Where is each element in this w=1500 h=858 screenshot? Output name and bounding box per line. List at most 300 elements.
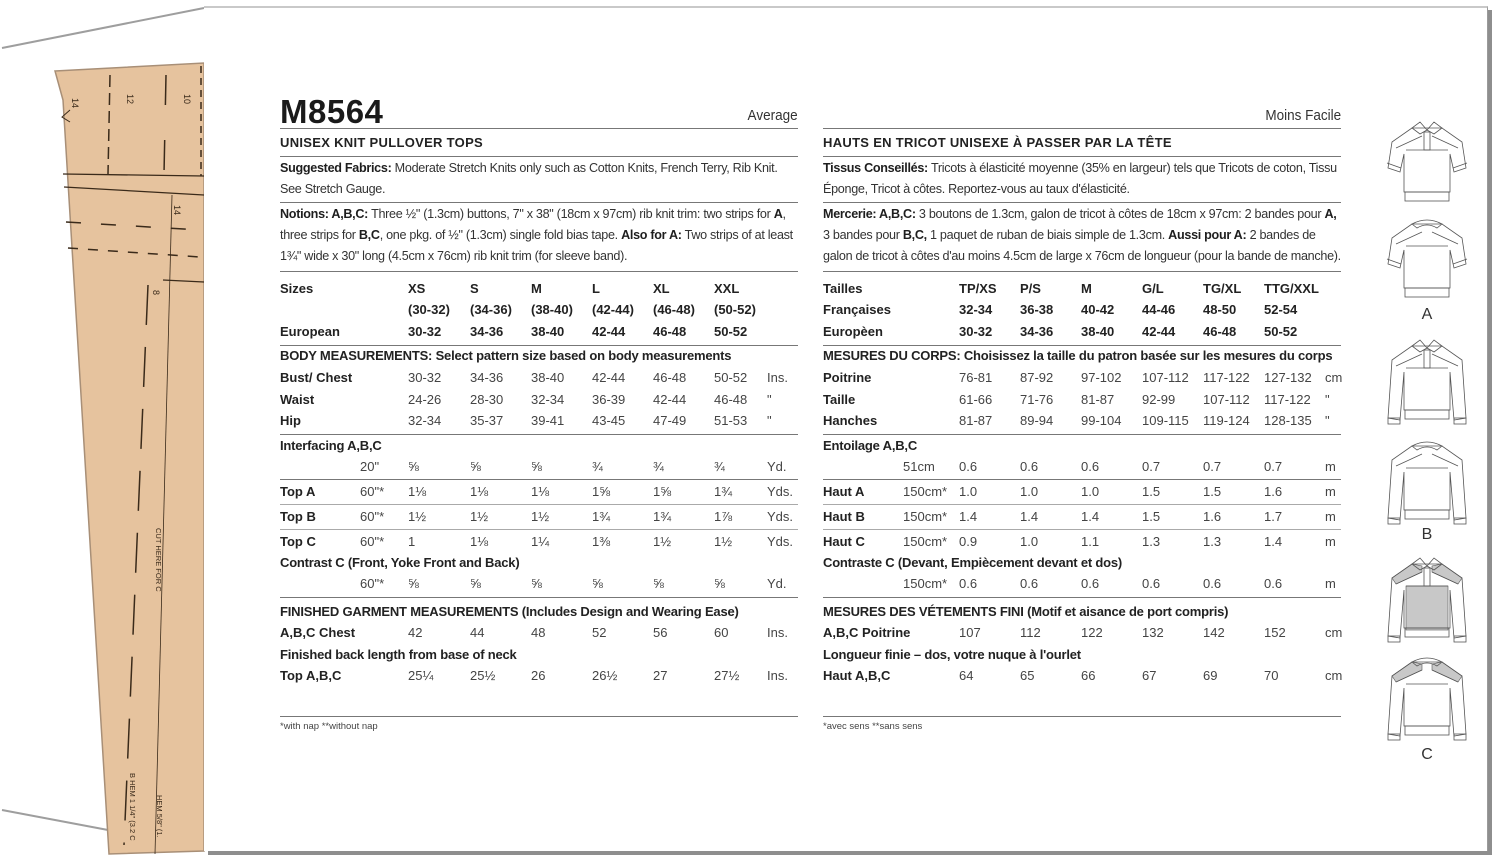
size-value: 26 <box>531 668 546 683</box>
contrast-heading: Contraste C (Devant, Empiècement devant et dos) <box>823 555 1123 570</box>
notions-text: 2 bandes de galon de tricot à côtes d'au moins 4.5cm de large x 76cm de longueur (pour la bande de manche). <box>823 228 1341 263</box>
fabric-width: 20" <box>360 459 380 474</box>
size-value: 46-48 <box>653 324 687 339</box>
size-value: 46-48 <box>714 391 748 407</box>
size-value: L <box>592 281 600 296</box>
notions-view: A <box>773 207 783 221</box>
notions-label: Notions: A,B,C: <box>280 207 369 221</box>
size-value: 1.5 <box>1203 484 1222 499</box>
chest-row <box>823 625 1341 645</box>
size-value: 38-40 <box>531 370 565 385</box>
size-value: 1¾ <box>653 509 672 524</box>
size-value: 34-36 <box>470 370 504 385</box>
back-length-heading: Finished back length from base of neck <box>280 647 517 662</box>
size-value: S <box>470 281 479 296</box>
divider <box>280 434 798 435</box>
size-value: XS <box>408 281 426 296</box>
divider <box>280 271 798 272</box>
size-mark-8: 8 <box>151 290 161 296</box>
unit: " <box>767 391 772 407</box>
size-value: ⅝ <box>408 576 419 591</box>
size-value: 1.0 <box>1020 484 1039 499</box>
notions-also-label: Also for A: <box>621 228 682 242</box>
size-ranges-row <box>280 302 798 322</box>
size-value: 50-52 <box>1264 324 1298 339</box>
unit: Ins. <box>767 668 788 683</box>
divider <box>280 479 798 480</box>
fabrics-label: Tissus Conseillés: <box>823 161 928 175</box>
fabrics-label: Suggested Fabrics: <box>280 161 392 175</box>
size-value: 1⅝ <box>592 484 611 499</box>
contrast-row <box>823 576 1341 596</box>
cut-here-label: CUT HERE FOR C <box>154 528 163 592</box>
size-value: 43-45 <box>592 413 626 428</box>
notions-view: A, <box>1324 207 1337 221</box>
size-value: 0.6 <box>1203 576 1222 591</box>
size-value: 1.0 <box>1081 484 1100 499</box>
size-value: 0.7 <box>1203 459 1222 474</box>
size-value: TG/XL <box>1203 281 1242 296</box>
size-value: 122 <box>1081 625 1103 640</box>
size-value: 1⅝ <box>653 484 672 499</box>
size-value: 60 <box>714 625 729 640</box>
unit: m <box>1325 459 1336 474</box>
row-label: Poitrine <box>823 370 872 385</box>
size-value: 71-76 <box>1020 391 1054 407</box>
notions-text: Three ½" (1.3cm) buttons, 7" x 38" (18cm x 97cm) rib knit trim: two strips for <box>371 207 774 221</box>
row-label: Top A <box>280 484 316 499</box>
size-value: 65 <box>1020 668 1035 683</box>
size-value: 56 <box>653 625 668 640</box>
size-value: 50-52 <box>714 370 748 385</box>
size-value: 1¼ <box>531 534 550 549</box>
size-value: 1.0 <box>1020 534 1039 549</box>
size-value: 107-112 <box>1142 370 1189 385</box>
size-value: 70 <box>1264 668 1279 683</box>
body-measurement-row <box>823 392 1341 412</box>
fabric-width: 150cm* <box>903 576 948 591</box>
size-value: 26½ <box>592 668 618 683</box>
yardage-row <box>823 509 1341 529</box>
yardage-row <box>823 484 1341 504</box>
size-value: 1.4 <box>1081 509 1100 524</box>
divider <box>280 156 798 157</box>
row-label: Hanches <box>823 413 878 428</box>
size-value: 89-94 <box>1020 413 1054 428</box>
fabrics-text: Moderate Stretch Knits only such as Cotton Knits, French Terry, Rib Knit. See Stretch Gauge. <box>280 161 778 196</box>
notions-text: 3 bandes pour <box>823 228 903 242</box>
size-value: (30-32) <box>408 302 450 317</box>
size-value: 76-81 <box>959 370 993 385</box>
view-label: B <box>1421 526 1433 543</box>
unit: Ins. <box>767 370 788 385</box>
size-value: TTG/XXL <box>1264 281 1319 296</box>
size-value: ⅝ <box>592 576 603 591</box>
pattern-code: M8564 <box>280 93 384 130</box>
size-value: (42-44) <box>592 302 634 317</box>
size-value: 42-44 <box>653 391 687 407</box>
divider <box>823 271 1341 272</box>
size-value: 42-44 <box>592 324 626 339</box>
size-value: 0.6 <box>959 459 978 474</box>
size-value: 1 <box>408 534 416 549</box>
envelope-sheet <box>204 6 1488 851</box>
body-measurements-heading: BODY MEASUREMENTS: Select pattern size based on body measurements <box>280 348 732 363</box>
unit: Ins. <box>767 625 788 640</box>
size-value: P/S <box>1020 281 1041 296</box>
size-value: 35-37 <box>470 413 504 428</box>
divider <box>280 128 798 129</box>
notions <box>823 204 1341 267</box>
garment-title: UNISEX KNIT PULLOVER TOPS <box>280 135 484 150</box>
row-label: Françaises <box>823 302 891 317</box>
size-value: 25¼ <box>408 668 434 683</box>
divider <box>823 434 1341 435</box>
unit: Yds. <box>767 509 794 524</box>
size-value: ⅝ <box>714 576 725 591</box>
size-value: 1⅞ <box>714 509 733 524</box>
size-value: 50-52 <box>714 324 748 339</box>
notions-text: , one pkg. of ½" (1.3cm) single fold bias tape. <box>379 228 622 242</box>
notions-also-label: Aussi pour A: <box>1168 228 1247 242</box>
size-value: 132 <box>1142 625 1164 640</box>
size-value: 81-87 <box>1081 391 1115 407</box>
contrast-row <box>280 576 798 596</box>
divider <box>280 716 798 717</box>
divider <box>280 345 798 346</box>
body-measurement-row <box>823 413 1341 433</box>
notions-view: B,C <box>358 228 380 242</box>
unit: Yd. <box>767 459 787 474</box>
size-value: 0.6 <box>1081 459 1100 474</box>
size-value: 30-32 <box>408 370 442 385</box>
size-value: 30-32 <box>959 324 993 339</box>
size-value: 52 <box>592 625 607 640</box>
size-value: 1½ <box>408 509 427 524</box>
interfacing-heading: Interfacing A,B,C <box>280 438 382 453</box>
body-measurement-row <box>280 392 798 412</box>
view-label: A <box>1421 306 1433 323</box>
size-value: ⅝ <box>531 576 542 591</box>
row-label: A,B,C Chest <box>280 625 356 640</box>
unit: cm <box>1325 668 1343 683</box>
size-value: 1¾ <box>714 484 733 499</box>
size-value: 1.6 <box>1264 484 1283 499</box>
footnote: *with nap **without nap <box>280 721 378 732</box>
size-value: 66 <box>1081 668 1096 683</box>
yardage-row <box>280 509 798 529</box>
row-label: Taille <box>823 391 856 407</box>
row-label: Haut B <box>823 509 865 524</box>
size-value: 81-87 <box>959 413 993 428</box>
size-value: 127-132 <box>1264 370 1312 385</box>
size-value: 1½ <box>531 509 550 524</box>
size-value: 30-32 <box>408 324 442 339</box>
size-value: 92-99 <box>1142 391 1176 407</box>
hem-label: HEM 5/8" (1. <box>155 795 164 838</box>
unit: m <box>1325 576 1336 591</box>
size-value: 0.6 <box>1020 459 1039 474</box>
size-value: 46-48 <box>1203 324 1237 339</box>
size-value: 1¾ <box>592 509 611 524</box>
size-value: ⅝ <box>408 459 419 474</box>
body-measurement-row <box>823 370 1341 390</box>
notions-view: B,C, <box>902 228 927 242</box>
divider <box>823 716 1341 717</box>
fabric-width: 60"* <box>360 576 385 591</box>
unit: Yds. <box>767 484 794 499</box>
yardage-row <box>823 534 1341 554</box>
size-mark-10: 10 <box>182 94 192 105</box>
size-value: 1⅛ <box>408 484 427 499</box>
size-value: 1⅜ <box>592 534 611 549</box>
unit: m <box>1325 484 1336 499</box>
size-value: 42 <box>408 625 423 640</box>
size-value: 32-34 <box>959 302 993 317</box>
size-value: 1⅛ <box>470 484 489 499</box>
size-value: 1⅛ <box>470 534 489 549</box>
size-value: 1.4 <box>959 509 978 524</box>
size-value: 40-42 <box>1081 302 1115 317</box>
size-value: 39-41 <box>531 413 565 428</box>
size-value: 36-39 <box>592 391 626 407</box>
size-value: XXL <box>714 281 740 296</box>
size-value: 1.5 <box>1142 509 1161 524</box>
row-label: Waist <box>280 391 315 407</box>
back-length-heading: Longueur finie – dos, votre nuque à l'ourlet <box>823 647 1081 662</box>
divider <box>823 529 1341 530</box>
size-value: 1.5 <box>1142 484 1161 499</box>
fabric-width: 150cm* <box>903 484 948 499</box>
size-value: 107 <box>959 625 981 640</box>
fabric-width: 51cm <box>903 459 935 474</box>
size-value: 1.1 <box>1081 534 1100 549</box>
divider <box>280 202 798 203</box>
size-value: 38-40 <box>1081 324 1115 339</box>
notions-text: , three strips for <box>280 207 786 242</box>
size-value: 52-54 <box>1264 302 1298 317</box>
shirt-back-sketch <box>1387 220 1467 297</box>
european-row <box>823 324 1341 344</box>
size-value: ⅝ <box>470 459 481 474</box>
size-value: M <box>531 281 542 296</box>
size-value: (50-52) <box>714 302 756 317</box>
divider <box>823 504 1341 505</box>
size-value: ⅝ <box>653 576 664 591</box>
notions-text: 1 paquet de ruban de biais simple de 1.3cm. <box>926 228 1169 242</box>
size-value: 1½ <box>653 534 672 549</box>
unit: Yd. <box>767 576 787 591</box>
row-label: Haut A <box>823 484 865 499</box>
unit: m <box>1325 509 1336 524</box>
size-value: 34-36 <box>1020 324 1054 339</box>
row-label: Europèen <box>823 324 883 339</box>
fabric-width: 150cm* <box>903 534 948 549</box>
size-value: 32-34 <box>531 391 565 407</box>
divider <box>823 202 1341 203</box>
size-value: 87-92 <box>1020 370 1054 385</box>
garment-title: HAUTS EN TRICOT UNISEXE À PASSER PAR LA TÊTE <box>823 135 1172 150</box>
size-value: 0.9 <box>959 534 978 549</box>
yardage-row <box>280 484 798 504</box>
size-value: 27 <box>653 668 668 683</box>
yardage-row <box>280 534 798 554</box>
row-label: Top A,B,C <box>280 668 342 683</box>
size-value: 117-122 <box>1203 370 1250 385</box>
row-label: Sizes <box>280 281 314 296</box>
body-measurements-heading: MESURES DU CORPS: Choisissez la taille du patron basée sur les mesures du corps <box>823 348 1333 363</box>
size-value: 32-34 <box>408 413 442 428</box>
row-label: Bust/ Chest <box>280 370 353 385</box>
size-value: 61-66 <box>959 391 993 407</box>
european-row <box>280 324 798 344</box>
size-value: (38-40) <box>531 302 573 317</box>
difficulty-level: Moins Facile <box>1265 107 1341 124</box>
size-value: 28-30 <box>470 391 504 407</box>
fabric-width: 60"* <box>360 534 385 549</box>
row-label: Top C <box>280 534 316 549</box>
size-value: G/L <box>1142 281 1164 296</box>
size-value: 112 <box>1020 625 1041 640</box>
footnote: *avec sens **sans sens <box>823 721 923 732</box>
size-value: 64 <box>959 668 974 683</box>
row-label: Hip <box>280 413 301 428</box>
unit: " <box>767 413 772 428</box>
size-value: 46-48 <box>653 370 687 385</box>
size-value: 1½ <box>470 509 489 524</box>
size-mark-14: 14 <box>70 98 80 109</box>
size-value: 1.7 <box>1264 509 1283 524</box>
size-value: 0.6 <box>1142 576 1161 591</box>
shirt-front-sketch <box>1388 340 1466 424</box>
size-value: 97-102 <box>1081 370 1122 385</box>
back-length-row <box>823 668 1341 688</box>
size-value: 0.6 <box>1081 576 1100 591</box>
view-label: C <box>1421 746 1433 763</box>
shirt-back-sketch <box>1388 442 1466 524</box>
unit: " <box>1325 413 1330 428</box>
row-label: Haut C <box>823 534 865 549</box>
size-value: ¾ <box>592 459 603 474</box>
size-value: M <box>1081 281 1092 296</box>
size-value: 1⅛ <box>531 484 550 499</box>
contrast-heading: Contrast C (Front, Yoke Front and Back) <box>280 555 520 570</box>
size-value: (46-48) <box>653 302 695 317</box>
size-value: 109-115 <box>1142 413 1189 428</box>
finished-measurements-heading: FINISHED GARMENT MEASUREMENTS (Includes Design and Wearing Ease) <box>280 604 739 619</box>
size-value: 0.7 <box>1264 459 1283 474</box>
divider <box>823 479 1341 480</box>
size-value: 24-26 <box>408 391 442 407</box>
size-value: ¾ <box>714 459 725 474</box>
notions-label: Mercerie: A,B,C: <box>823 207 916 221</box>
size-value: 48 <box>531 625 546 640</box>
size-value: 38-40 <box>531 324 565 339</box>
row-label: European <box>280 324 340 339</box>
size-value: ⅝ <box>470 576 481 591</box>
size-value: ¾ <box>653 459 664 474</box>
size-value: 44 <box>470 625 485 640</box>
notions-text: 3 boutons de 1.3cm, galon de tricot à côtes de 18cm x 97cm: 2 bandes pour <box>915 207 1325 221</box>
fabrics-text: Tricots à élasticité moyenne (35% en largeur) tels que Tricots de coton, Tissu Éponge, Tricot à côtes. Reportez-vous au taux d'élasticité. <box>823 161 1337 196</box>
size-value: TP/XS <box>959 281 997 296</box>
interfacing-heading: Entoilage A,B,C <box>823 438 918 453</box>
shirt-front-sketch <box>1388 558 1466 642</box>
size-value: 67 <box>1142 668 1157 683</box>
shirt-back-sketch <box>1388 658 1466 740</box>
suggested-fabrics <box>823 158 1341 200</box>
unit: m <box>1325 534 1336 549</box>
chest-row <box>280 625 798 645</box>
notions <box>280 204 798 267</box>
fabric-width: 60"* <box>360 509 385 524</box>
divider <box>280 504 798 505</box>
size-value: 34-36 <box>470 324 504 339</box>
size-value: 1.3 <box>1142 534 1161 549</box>
size-value: 0.6 <box>1264 576 1283 591</box>
unit: " <box>1325 391 1330 407</box>
sizes-row <box>280 281 798 301</box>
size-value: 107-112 <box>1203 391 1250 407</box>
size-value: 1.4 <box>1264 534 1283 549</box>
back-length-row <box>280 668 798 688</box>
unit: cm <box>1325 625 1343 640</box>
divider <box>823 345 1341 346</box>
size-value: (34-36) <box>470 302 512 317</box>
divider <box>280 597 798 598</box>
suggested-fabrics <box>280 158 798 200</box>
size-value: 119-124 <box>1203 413 1250 428</box>
size-value: 117-122 <box>1264 391 1311 407</box>
divider <box>823 597 1341 598</box>
size-value: 0.6 <box>1020 576 1039 591</box>
size-value: 36-38 <box>1020 302 1054 317</box>
shirt-front-sketch <box>1387 122 1467 201</box>
pattern-tissue-paper <box>0 0 210 858</box>
size-value: 1.3 <box>1203 534 1222 549</box>
divider <box>823 156 1341 157</box>
row-label: Haut A,B,C <box>823 668 891 683</box>
fabric-width: 60"* <box>360 484 385 499</box>
size-value: XL <box>653 281 670 296</box>
size-value: 1.6 <box>1203 509 1222 524</box>
unit: cm <box>1325 370 1343 385</box>
finished-measurements-heading: MESURES DES VÉTEMENTS FINI (Motif et aisance de port compris) <box>823 604 1229 619</box>
size-value: 51-53 <box>714 413 748 428</box>
size-value: 1.4 <box>1020 509 1039 524</box>
size-value: 48-50 <box>1203 302 1237 317</box>
b-hem-label: B HEM 1 1/4" (3.2 C <box>128 773 137 841</box>
size-value: 99-104 <box>1081 413 1122 428</box>
size-value: 1.0 <box>959 484 978 499</box>
size-mark-14b: 14 <box>172 205 182 216</box>
size-value: 128-135 <box>1264 413 1312 428</box>
size-value: 42-44 <box>592 370 626 385</box>
sizes-row <box>823 281 1341 301</box>
size-value: 1½ <box>714 534 733 549</box>
size-value: 69 <box>1203 668 1218 683</box>
unit: Yds. <box>767 534 794 549</box>
interfacing-row <box>280 459 798 479</box>
row-label: Tailles <box>823 281 863 296</box>
size-value: 25½ <box>470 668 496 683</box>
notions-text: Two strips of at least 1¾" wide x 30" long (4.5cm x 76cm) rib knit trim (for sleeve band). <box>280 228 793 263</box>
divider <box>823 128 1341 129</box>
size-value: 47-49 <box>653 413 687 428</box>
interfacing-row <box>823 459 1341 479</box>
view-sketches <box>1382 108 1482 768</box>
difficulty-level: Average <box>747 107 798 124</box>
